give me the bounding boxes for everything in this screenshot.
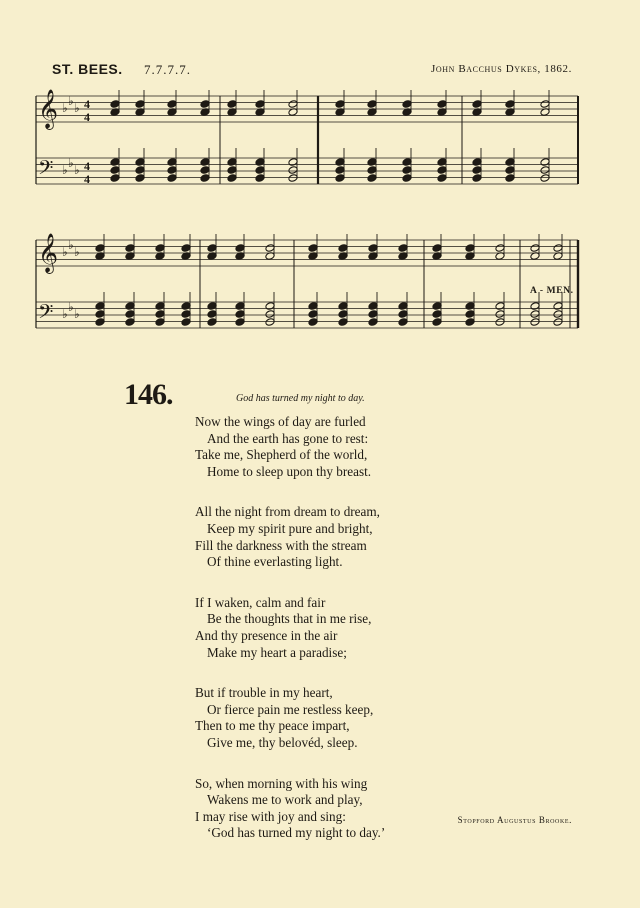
flat-sign: ♭ <box>74 245 80 259</box>
quarter-note <box>227 158 237 167</box>
quarter-note <box>432 244 442 253</box>
verse-line: So, when morning with his wing <box>195 775 368 791</box>
quarter-note <box>368 244 378 253</box>
half-note <box>265 302 275 311</box>
half-note <box>530 318 540 327</box>
quarter-note <box>95 244 105 253</box>
flat-sign: ♭ <box>62 163 68 177</box>
stanza <box>195 414 455 480</box>
half-note <box>265 310 275 319</box>
quarter-note <box>167 100 177 109</box>
bass-clef: 𝄢 <box>38 156 54 184</box>
verse-line: Then to me thy peace impart, <box>195 718 350 734</box>
half-note <box>553 244 563 253</box>
quarter-note <box>505 158 515 167</box>
quarter-note <box>432 310 442 319</box>
quarter-note <box>125 318 135 327</box>
quarter-note <box>207 302 217 311</box>
flat-sign: ♭ <box>62 101 68 115</box>
flat-sign: ♭ <box>62 307 68 321</box>
verse-line: Home to sleep upon thy breast. <box>207 463 372 479</box>
quarter-note <box>465 310 475 319</box>
quarter-note <box>135 158 145 167</box>
quarter-note <box>338 244 348 253</box>
half-note <box>495 318 505 327</box>
flat-sign: ♭ <box>74 307 80 321</box>
quarter-note <box>181 318 191 327</box>
half-note <box>553 318 563 327</box>
quarter-note <box>235 302 245 311</box>
half-note <box>553 302 563 311</box>
quarter-note <box>255 100 265 109</box>
half-note <box>288 158 298 167</box>
quarter-note <box>367 158 377 167</box>
quarter-note <box>227 174 237 183</box>
quarter-note <box>227 100 237 109</box>
half-note <box>265 318 275 327</box>
stanza <box>195 776 455 842</box>
quarter-note <box>398 244 408 253</box>
quarter-note <box>135 100 145 109</box>
quarter-note <box>95 302 105 311</box>
verse-line: And thy presence in the air <box>195 627 338 643</box>
quarter-note <box>335 174 345 183</box>
quarter-note <box>338 302 348 311</box>
quarter-note <box>368 302 378 311</box>
verse-line: Fill the darkness with the stream <box>195 537 367 553</box>
quarter-note <box>308 310 318 319</box>
quarter-note <box>135 166 145 175</box>
quarter-note <box>125 302 135 311</box>
quarter-note <box>181 244 191 253</box>
half-note <box>540 100 550 109</box>
quarter-note <box>505 100 515 109</box>
quarter-note <box>335 166 345 175</box>
quarter-note <box>367 166 377 175</box>
half-note <box>288 100 298 109</box>
quarter-note <box>367 100 377 109</box>
quarter-note <box>200 166 210 175</box>
treble-clef: 𝄞 <box>38 89 59 129</box>
half-note <box>540 166 550 175</box>
quarter-note <box>398 310 408 319</box>
half-note <box>530 310 540 319</box>
verse-line: Be the thoughts that in me rise, <box>207 611 372 627</box>
half-note <box>553 310 563 319</box>
verse-line: But if trouble in my heart, <box>195 685 333 701</box>
stanza <box>195 685 455 751</box>
verse-line: Or fierce pain me restless keep, <box>207 701 374 717</box>
quarter-note <box>200 158 210 167</box>
quarter-note <box>207 310 217 319</box>
quarter-note <box>437 174 447 183</box>
half-note <box>495 310 505 319</box>
quarter-note <box>235 244 245 253</box>
flat-sign: ♭ <box>68 156 74 170</box>
stanza <box>195 504 455 570</box>
quarter-note <box>398 318 408 327</box>
quarter-note <box>125 310 135 319</box>
verse-line: ‘God has turned my night to day.’ <box>207 825 386 841</box>
quarter-note <box>398 302 408 311</box>
half-note <box>540 158 550 167</box>
quarter-note <box>367 174 377 183</box>
quarter-note <box>505 166 515 175</box>
half-note <box>530 302 540 311</box>
quarter-note <box>437 158 447 167</box>
quarter-note <box>135 174 145 183</box>
time-signature: 4 <box>84 159 90 173</box>
quarter-note <box>402 174 412 183</box>
quarter-note <box>338 310 348 319</box>
quarter-note <box>472 166 482 175</box>
quarter-note <box>207 318 217 327</box>
verse-line: Keep my spirit pure and bright, <box>207 520 373 536</box>
music-score <box>0 0 640 370</box>
quarter-note <box>200 100 210 109</box>
quarter-note <box>167 158 177 167</box>
verse-line: Make my heart a paradise; <box>207 644 347 660</box>
half-note <box>530 244 540 253</box>
quarter-note <box>308 302 318 311</box>
quarter-note <box>338 318 348 327</box>
quarter-note <box>465 244 475 253</box>
quarter-note <box>227 166 237 175</box>
quarter-note <box>155 302 165 311</box>
half-note <box>495 244 505 253</box>
quarter-note <box>465 302 475 311</box>
quarter-note <box>255 166 265 175</box>
author: Stopford Augustus Brooke. <box>457 815 572 825</box>
quarter-note <box>167 166 177 175</box>
verse-line: Give me, thy belovéd, sleep. <box>207 734 358 750</box>
flat-sign: ♭ <box>74 101 80 115</box>
meter: 7.7.7.7. <box>144 62 191 77</box>
flat-sign: ♭ <box>68 94 74 108</box>
half-note <box>288 174 298 183</box>
poem <box>195 414 455 866</box>
treble-clef: 𝄞 <box>38 233 59 273</box>
time-signature: 4 <box>84 172 90 186</box>
flat-sign: ♭ <box>74 163 80 177</box>
quarter-note <box>368 318 378 327</box>
quarter-note <box>437 166 447 175</box>
half-note <box>540 174 550 183</box>
stanza <box>195 595 455 661</box>
quarter-note <box>95 318 105 327</box>
composer: John Bacchus Dykes, 1862. <box>431 63 572 75</box>
quarter-note <box>402 158 412 167</box>
first-line-caption: God has turned my night to day. <box>236 393 365 404</box>
quarter-note <box>472 158 482 167</box>
quarter-note <box>432 302 442 311</box>
quarter-note <box>402 100 412 109</box>
quarter-note <box>110 158 120 167</box>
quarter-note <box>255 158 265 167</box>
hymn-number: 146. <box>124 378 173 411</box>
half-note <box>265 244 275 253</box>
verse-line: Of thine everlasting light. <box>207 554 343 570</box>
quarter-note <box>207 244 217 253</box>
quarter-note <box>110 100 120 109</box>
quarter-note <box>335 158 345 167</box>
quarter-note <box>465 318 475 327</box>
verse-line: Wakens me to work and play, <box>207 792 363 808</box>
quarter-note <box>95 310 105 319</box>
quarter-note <box>167 174 177 183</box>
quarter-note <box>181 310 191 319</box>
flat-sign: ♭ <box>68 238 74 252</box>
quarter-note <box>472 100 482 109</box>
flat-sign: ♭ <box>68 300 74 314</box>
quarter-note <box>308 244 318 253</box>
quarter-note <box>155 318 165 327</box>
time-signature: 4 <box>84 97 90 111</box>
quarter-note <box>335 100 345 109</box>
bass-clef: 𝄢 <box>38 300 54 328</box>
verse-line: I may rise with joy and sing: <box>195 808 346 824</box>
verse-line: All the night from dream to dream, <box>195 504 380 520</box>
quarter-note <box>110 166 120 175</box>
quarter-note <box>125 244 135 253</box>
quarter-note <box>437 100 447 109</box>
tune-name: ST. BEES. <box>52 61 123 77</box>
quarter-note <box>308 318 318 327</box>
verse-line: Take me, Shepherd of the world, <box>195 447 368 463</box>
quarter-note <box>368 310 378 319</box>
verse-line: If I waken, calm and fair <box>195 594 326 610</box>
flat-sign: ♭ <box>62 245 68 259</box>
amen-text: A - MEN. <box>530 286 574 296</box>
quarter-note <box>235 310 245 319</box>
quarter-note <box>155 310 165 319</box>
quarter-note <box>472 174 482 183</box>
quarter-note <box>505 174 515 183</box>
half-note <box>495 302 505 311</box>
quarter-note <box>110 174 120 183</box>
time-signature: 4 <box>84 110 90 124</box>
quarter-note <box>432 318 442 327</box>
quarter-note <box>402 166 412 175</box>
verse-line: Now the wings of day are furled <box>195 414 366 429</box>
quarter-note <box>155 244 165 253</box>
verse-line: And the earth has gone to rest: <box>207 430 369 446</box>
quarter-note <box>235 318 245 327</box>
half-note <box>288 166 298 175</box>
quarter-note <box>181 302 191 311</box>
quarter-note <box>255 174 265 183</box>
quarter-note <box>200 174 210 183</box>
